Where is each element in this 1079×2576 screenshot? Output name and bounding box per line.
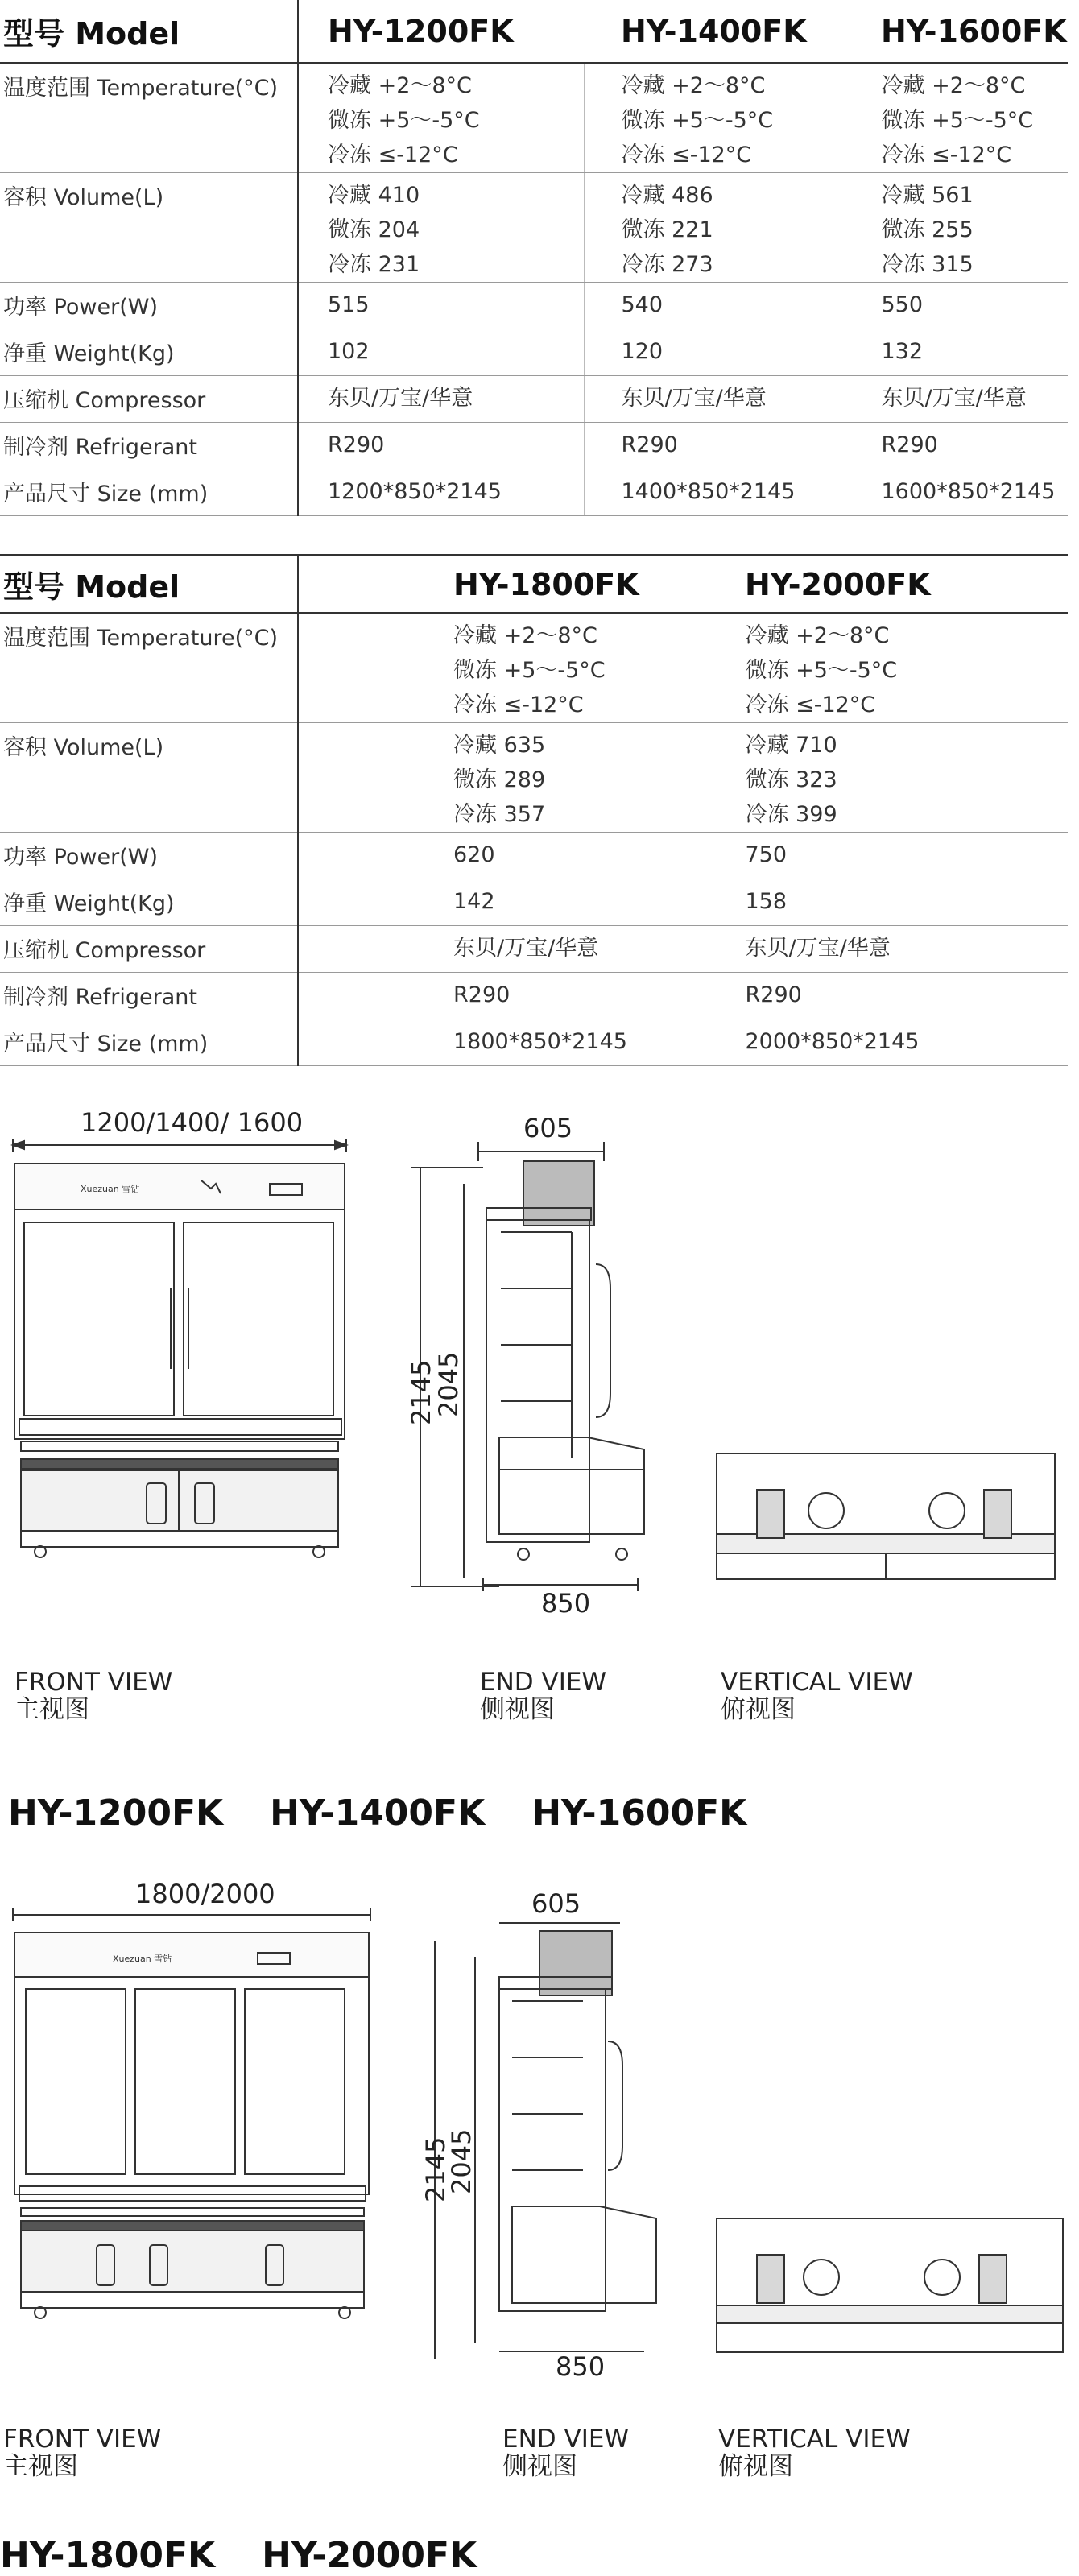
spec-value-cell bbox=[298, 329, 584, 376]
spec-value: 132 bbox=[881, 339, 924, 364]
spec-value-cell bbox=[705, 926, 1068, 973]
spec-row bbox=[0, 376, 1068, 423]
spec-value: 550 bbox=[881, 292, 924, 317]
spec-value: 微冻 +5～-5°C bbox=[621, 108, 774, 133]
vertical-view-drawing bbox=[717, 1453, 1055, 1579]
drawing1-model-list: HY-1200FK HY-1400FK HY-1600FK bbox=[8, 1792, 747, 1834]
height-total-label: 2145 bbox=[406, 1359, 436, 1425]
spec-value-cell bbox=[705, 613, 1068, 723]
spec-value-cell bbox=[298, 283, 584, 329]
spec-value: 142 bbox=[453, 889, 495, 914]
spec-value: 冷藏 +2～8°C bbox=[881, 73, 1026, 98]
spec-value: R290 bbox=[621, 432, 678, 457]
spec-value: R290 bbox=[453, 982, 511, 1007]
spec-value: 微冻 323 bbox=[745, 767, 837, 792]
spec-value-cell bbox=[298, 973, 705, 1019]
spec-value: 冷藏 410 bbox=[328, 183, 420, 208]
spec-label: 净重 Weight(Kg) bbox=[0, 329, 298, 376]
spec-value-cell bbox=[298, 1019, 705, 1066]
height-inner-label: 2045 bbox=[433, 1351, 464, 1417]
spec-label: 压缩机 Compressor bbox=[0, 926, 298, 973]
spec-row bbox=[0, 833, 1068, 879]
spec-value-cell bbox=[870, 173, 1068, 283]
spec-value: 1800*850*2145 bbox=[453, 1029, 627, 1054]
spec-value-cell bbox=[584, 469, 870, 516]
spec-row bbox=[0, 283, 1068, 329]
model-name: HY-1400FK bbox=[584, 0, 870, 63]
spec-value: 微冻 +5～-5°C bbox=[881, 108, 1034, 133]
spec-table-1 bbox=[0, 0, 1068, 516]
spec-row bbox=[0, 973, 1068, 1019]
spec-label: 产品尺寸 Size (mm) bbox=[0, 469, 298, 516]
spec-value: 东贝/万宝/华意 bbox=[328, 386, 473, 411]
spec-value: 冷冻 ≤-12°C bbox=[453, 693, 584, 717]
spec-value: R290 bbox=[881, 432, 938, 457]
spec-value: 东贝/万宝/华意 bbox=[745, 936, 891, 961]
front-width-label: 1200/1400/ 1600 bbox=[81, 1107, 304, 1138]
spec-label: 产品尺寸 Size (mm) bbox=[0, 1019, 298, 1066]
spec-value: 515 bbox=[328, 292, 370, 317]
spec-value-cell bbox=[870, 63, 1068, 173]
spec-label: 容积 Volume(L) bbox=[0, 723, 298, 833]
spec-value: 冷冻 ≤-12°C bbox=[745, 693, 876, 717]
depth-bottom-label: 850 bbox=[541, 1588, 591, 1619]
spec-value-cell bbox=[705, 723, 1068, 833]
spec-value-cell bbox=[584, 423, 870, 469]
spec-row bbox=[0, 423, 1068, 469]
spec-value-cell bbox=[298, 63, 584, 173]
spec-row bbox=[0, 469, 1068, 516]
spec-value: 微冻 289 bbox=[453, 767, 546, 792]
spec-label: 容积 Volume(L) bbox=[0, 173, 298, 283]
spec-value-cell bbox=[584, 173, 870, 283]
spec-row bbox=[0, 613, 1068, 723]
spec-value: 冷冻 357 bbox=[453, 802, 546, 827]
spec-value-cell bbox=[870, 376, 1068, 423]
spec-value: 微冻 204 bbox=[328, 217, 420, 242]
depth-top-label: 605 bbox=[523, 1113, 573, 1143]
spec-value: 158 bbox=[745, 889, 788, 914]
spec-value: 冷冻 399 bbox=[745, 802, 837, 827]
spec-value-cell bbox=[870, 283, 1068, 329]
spec-label: 制冷剂 Refrigerant bbox=[0, 973, 298, 1019]
drawing2-model-list: HY-1800FK HY-2000FK bbox=[0, 2535, 477, 2576]
spec-value: 冷冻 ≤-12°C bbox=[881, 143, 1012, 167]
spec-value: 微冻 221 bbox=[621, 217, 713, 242]
spec-value: 750 bbox=[745, 842, 788, 867]
model-header-label: 型号 Model bbox=[0, 556, 298, 613]
model-name: HY-1600FK bbox=[870, 0, 1068, 63]
vertical-view-caption: VERTICAL VIEW 俯视图 bbox=[718, 2425, 911, 2481]
spec-label: 净重 Weight(Kg) bbox=[0, 879, 298, 926]
spec-value: 冷藏 710 bbox=[745, 733, 837, 758]
spec-label: 功率 Power(W) bbox=[0, 283, 298, 329]
spec-value: 微冻 +5～-5°C bbox=[745, 658, 898, 683]
depth-bottom-label: 850 bbox=[556, 2351, 606, 2382]
spec-value: 冷藏 635 bbox=[453, 733, 546, 758]
spec-value: 冷冻 ≤-12°C bbox=[328, 143, 458, 167]
spec-value: 1200*850*2145 bbox=[328, 479, 502, 504]
spec-value: 冷冻 273 bbox=[621, 252, 713, 277]
spec-value: 1600*850*2145 bbox=[881, 479, 1056, 504]
spec-value: 微冻 255 bbox=[881, 217, 974, 242]
spec-value: 冷藏 +2～8°C bbox=[328, 73, 472, 98]
model-name: HY-1200FK bbox=[298, 0, 584, 63]
spec-table-2 bbox=[0, 556, 1068, 1066]
end-view-caption: END VIEW 侧视图 bbox=[502, 2425, 630, 2481]
model-name: HY-2000FK bbox=[705, 556, 1068, 613]
spec-value: 102 bbox=[328, 339, 370, 364]
svg-text:Xuezuan 雪钻: Xuezuan 雪钻 bbox=[113, 1954, 172, 1964]
spec-value: R290 bbox=[328, 432, 385, 457]
end-view-caption: END VIEW 侧视图 bbox=[480, 1668, 607, 1724]
spec-value: 冷冻 231 bbox=[328, 252, 420, 277]
svg-text:Xuezuan 雪钻: Xuezuan 雪钻 bbox=[81, 1184, 140, 1194]
spec-value: 540 bbox=[621, 292, 664, 317]
vertical-view-caption: VERTICAL VIEW 俯视图 bbox=[721, 1668, 913, 1724]
front-width-label: 1800/2000 bbox=[135, 1879, 275, 1909]
spec-value: 冷藏 +2～8°C bbox=[745, 623, 890, 648]
vertical-view-drawing bbox=[717, 2218, 1063, 2352]
spec-value: 冷藏 486 bbox=[621, 183, 713, 208]
spec-value: 冷藏 +2～8°C bbox=[453, 623, 597, 648]
spec-value-cell bbox=[705, 879, 1068, 926]
spec-value-cell bbox=[298, 723, 705, 833]
spec-value: 东贝/万宝/华意 bbox=[453, 936, 599, 961]
spec-value: 1400*850*2145 bbox=[621, 479, 796, 504]
spec-value-cell bbox=[298, 376, 584, 423]
front-view-drawing bbox=[13, 1908, 370, 2318]
spec-row bbox=[0, 329, 1068, 376]
spec-value-cell bbox=[298, 613, 705, 723]
height-inner-label: 2045 bbox=[446, 2128, 477, 2194]
spec-value: 东贝/万宝/华意 bbox=[621, 386, 767, 411]
spec-label: 压缩机 Compressor bbox=[0, 376, 298, 423]
spec-value-cell bbox=[870, 423, 1068, 469]
spec-value-cell bbox=[298, 423, 584, 469]
spec-value-cell bbox=[870, 469, 1068, 516]
spec-value-cell bbox=[298, 926, 705, 973]
spec-value: 微冻 +5～-5°C bbox=[328, 108, 480, 133]
spec-value-cell bbox=[705, 833, 1068, 879]
spec-value-cell bbox=[584, 376, 870, 423]
depth-top-label: 605 bbox=[531, 1888, 581, 1919]
spec-value-cell bbox=[298, 879, 705, 926]
spec-label: 功率 Power(W) bbox=[0, 833, 298, 879]
front-view-caption: FRONT VIEW 主视图 bbox=[14, 1668, 173, 1724]
spec-value-cell bbox=[705, 1019, 1068, 1066]
model-name: HY-1800FK bbox=[298, 556, 705, 613]
spec-value-cell bbox=[584, 63, 870, 173]
spec-value: R290 bbox=[745, 982, 802, 1007]
spec-label: 制冷剂 Refrigerant bbox=[0, 423, 298, 469]
spec-value: 冷藏 561 bbox=[881, 183, 974, 208]
spec-row bbox=[0, 173, 1068, 283]
model-header-label: 型号 Model bbox=[0, 0, 298, 63]
spec-value: 2000*850*2145 bbox=[745, 1029, 920, 1054]
front-view-drawing bbox=[13, 1139, 346, 1557]
spec-value-cell bbox=[298, 833, 705, 879]
spec-value: 120 bbox=[621, 339, 664, 364]
spec-row bbox=[0, 63, 1068, 173]
spec-row bbox=[0, 1019, 1068, 1066]
technical-drawing-2 bbox=[0, 1876, 1079, 2440]
height-total-label: 2145 bbox=[420, 2136, 451, 2202]
spec-row bbox=[0, 723, 1068, 833]
spec-value-cell bbox=[298, 173, 584, 283]
spec-value: 东贝/万宝/华意 bbox=[881, 386, 1027, 411]
technical-drawing-1 bbox=[0, 1103, 1079, 1667]
spec-value: 冷冻 315 bbox=[881, 252, 974, 277]
spec-value: 620 bbox=[453, 842, 495, 867]
spec-value: 冷冻 ≤-12°C bbox=[621, 143, 752, 167]
spec-row bbox=[0, 879, 1068, 926]
front-view-caption: FRONT VIEW 主视图 bbox=[3, 2425, 162, 2481]
spec-value-cell bbox=[870, 329, 1068, 376]
spec-row bbox=[0, 926, 1068, 973]
spec-value-cell bbox=[584, 329, 870, 376]
spec-value: 冷藏 +2～8°C bbox=[621, 73, 766, 98]
spec-value-cell bbox=[705, 973, 1068, 1019]
spec-value-cell bbox=[298, 469, 584, 516]
spec-label: 温度范围 Temperature(°C) bbox=[0, 613, 298, 723]
spec-value: 微冻 +5～-5°C bbox=[453, 658, 606, 683]
spec-value-cell bbox=[584, 283, 870, 329]
spec-label: 温度范围 Temperature(°C) bbox=[0, 63, 298, 173]
